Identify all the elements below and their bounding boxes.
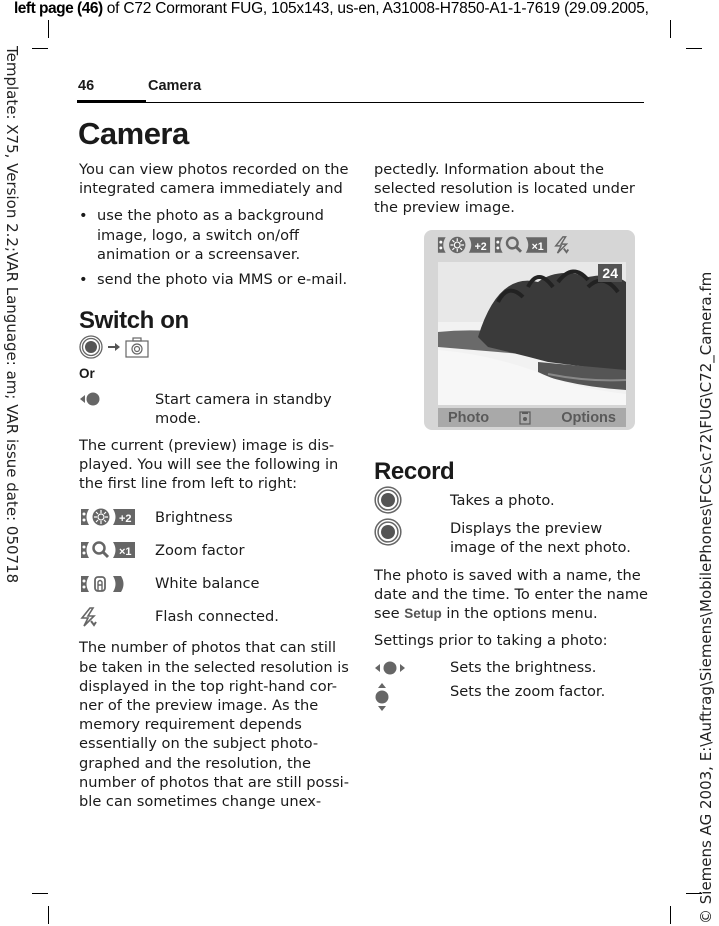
- softkey-bar: [438, 408, 626, 427]
- flash-icon: [553, 235, 571, 255]
- record-row-next: [374, 519, 649, 557]
- save-paragraph: [374, 566, 649, 624]
- right-column: [374, 160, 644, 226]
- crop-mark: [686, 48, 702, 49]
- print-header: [14, 0, 649, 18]
- svg-text:+2: +2: [119, 513, 132, 526]
- copyright-text: © Siemens AG 2003, E:\Auftrag\Siemens\MobilePhones\FCCs\c72\FUG\C72_Camera.fm: [697, 271, 715, 924]
- record-section: [374, 458, 649, 720]
- crop-mark: [32, 48, 48, 49]
- record-next-text: Displays the preview image of the next photo.: [450, 520, 631, 557]
- zoom-icon: [79, 540, 137, 560]
- legend-row-brightness: [79, 508, 349, 527]
- legend-text: Zoom factor: [155, 541, 245, 559]
- flash-icon: [79, 607, 99, 627]
- print-header-info: of C72 Cormorant FUG, 105x143, us-en, A31008-H7850-A1-1-7619 (29.09.2005,: [102, 0, 649, 17]
- joystick-left-icon: [79, 391, 101, 407]
- switch-on-sequence: [79, 334, 349, 360]
- legend-text: Flash connected.: [155, 608, 279, 626]
- left-column: [79, 160, 349, 819]
- running-header: Camera: [148, 78, 202, 94]
- template-info-vertical: [3, 46, 23, 584]
- count-paragraph-continued: pectedly. Information about the selected resolution is located under the preview image.: [374, 161, 635, 217]
- record-heading: Record: [374, 458, 455, 485]
- crop-mark: [48, 906, 49, 924]
- crop-mark: [670, 906, 671, 924]
- header-rule: [77, 102, 644, 103]
- setup-link: Setup: [404, 606, 442, 622]
- brightness-icon: [436, 235, 492, 255]
- legend-row-zoom: [79, 541, 349, 560]
- camera-mode-icon: [519, 411, 531, 425]
- joystick-left-right-icon: [374, 660, 406, 676]
- softkey-photo[interactable]: Photo: [448, 409, 490, 426]
- photos-remaining-badge: 24: [598, 264, 622, 282]
- beach-photo: [438, 262, 626, 405]
- settings-brightness-text: Sets the brightness.: [450, 659, 597, 677]
- camera-preview-screen: [424, 230, 635, 430]
- center-key-icon: [374, 518, 402, 546]
- switch-on-heading: Switch on: [79, 307, 189, 335]
- center-key-icon: [79, 335, 103, 359]
- record-row-take: [374, 487, 649, 513]
- or-label: Or: [79, 366, 95, 382]
- svg-text:×1: ×1: [531, 240, 544, 253]
- page-title: Camera: [78, 116, 189, 151]
- center-key-icon: [374, 486, 402, 514]
- crop-mark: [32, 893, 48, 894]
- svg-text:+2: +2: [474, 240, 487, 253]
- svg-text:×1: ×1: [119, 546, 132, 559]
- crop-mark: [670, 20, 671, 38]
- intro-paragraph: You can view photos recorded on the integrated camera immediately and: [79, 161, 349, 198]
- camera-icon: [125, 336, 149, 358]
- page-number: 46: [78, 78, 95, 94]
- white-balance-icon: [79, 574, 137, 594]
- record-take-text: Takes a photo.: [450, 492, 555, 510]
- settings-row-zoom: [374, 682, 649, 712]
- preview-photo: [438, 262, 626, 405]
- legend-row-flash: [79, 607, 349, 626]
- settings-row-brightness: [374, 658, 649, 677]
- legend-text: White balance: [155, 575, 260, 593]
- crop-mark: [48, 20, 49, 38]
- settings-intro: Settings prior to taking a photo:: [374, 632, 608, 650]
- template-info-text: Template: X75, Version 2.2;VAR Language: am; VAR issue date: 050718: [3, 46, 21, 584]
- print-header-page: left page (46): [14, 0, 103, 17]
- list-item: • use the photo as a background image, logo, a switch on/off animation or a screensaver.: [79, 206, 349, 264]
- settings-zoom-text: Sets the zoom factor.: [450, 682, 606, 700]
- save-text-after: in the options menu.: [441, 605, 598, 623]
- save-text: The photo is saved with a name, the date and the time. To enter the name see: [374, 566, 649, 623]
- brightness-icon: [79, 507, 137, 527]
- joystick-up-down-icon: [374, 682, 390, 712]
- softkey-options[interactable]: Options: [561, 409, 616, 426]
- status-icons: [436, 234, 571, 256]
- preview-paragraph: The current (preview) image is dis-played. You will see the following in the first line from left to right:: [79, 437, 339, 493]
- standby-row: [79, 390, 349, 428]
- legend-text: Brightness: [155, 508, 233, 526]
- arrow-right-icon: [107, 341, 121, 353]
- count-paragraph: The number of photos that can still be taken in the selected resolution is displayed in the top right-hand cor-ner of the preview image. As the memory requirement depends essentially on the subject photo-graphed and the resolution, the number of photos that are still possi-ble can sometimes change unex-: [79, 639, 349, 811]
- zoom-icon: [493, 235, 549, 255]
- list-item: • send the photo via MMS or e-mail.: [79, 270, 349, 289]
- legend-row-white-balance: [79, 574, 349, 593]
- intro-list: [79, 206, 349, 289]
- standby-text: Start camera in standby mode.: [155, 390, 332, 427]
